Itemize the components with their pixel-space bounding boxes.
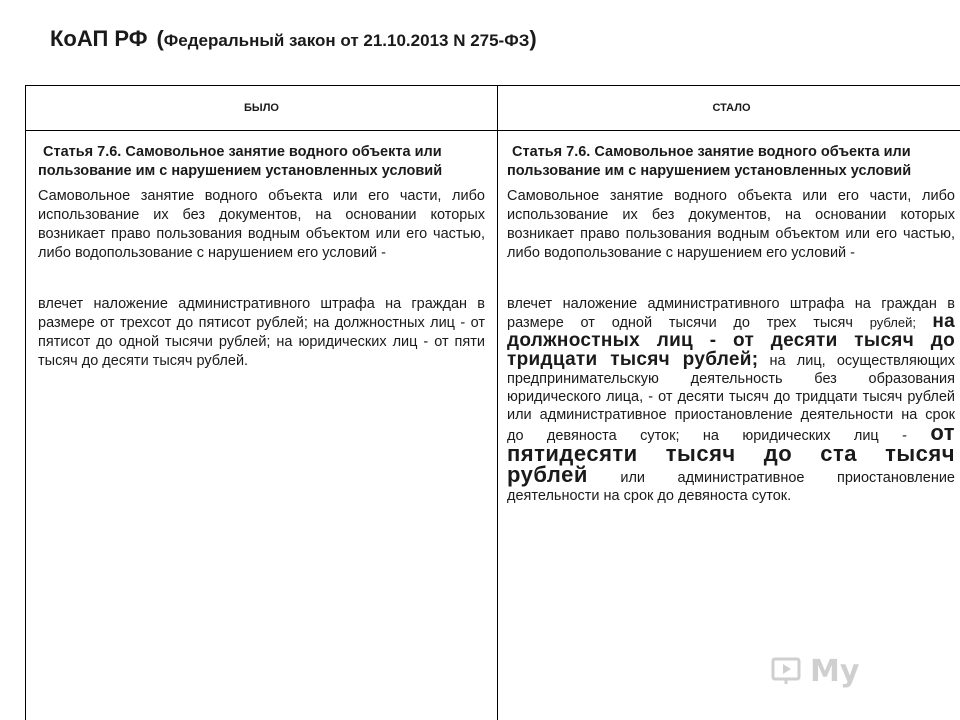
now-disposition: Самовольное занятие водного объекта или его части, либо использование их без документов, на основании которых возникает право пользования водным объектом или его частью, либо водопользование с нарушением его условий - <box>507 188 955 261</box>
table-header-row <box>26 86 960 131</box>
title-paren-close: ) <box>529 26 537 51</box>
now-article-title: Статья 7.6. Самовольное занятие водного объекта или пользование им с нарушением установленных условий <box>507 144 912 179</box>
table-row <box>26 131 960 720</box>
title-main: КоАП РФ <box>50 26 148 51</box>
was-article-title: Статья 7.6. Самовольное занятие водного объекта или пользование им с нарушением установленных условий <box>38 144 443 179</box>
page-title <box>50 18 537 58</box>
comparison-table <box>25 85 960 720</box>
now-sanction-part6: или административное приостановление деятельности на срок до девяноста суток. <box>507 470 955 504</box>
now-cell <box>498 131 960 720</box>
title-sub: Федеральный закон от 21.10.2013 N 275-ФЗ <box>163 31 530 50</box>
title-paren-open: ( <box>156 26 164 51</box>
was-cell <box>26 131 498 720</box>
now-sanction-part1: влечет наложение административного штрафа на граждан в размере от одной тысячи до трех тысяч <box>507 296 955 331</box>
now-sanction <box>507 295 955 505</box>
was-sanction: влечет наложение административного штрафа на граждан в размере от трехсот до пятисот рублей; на должностных лиц - от пятисот до одной тысячи рублей; на юридических лиц - от пяти тысяч до десяти тысяч рублей. <box>38 296 485 369</box>
now-sanction-part4: на лиц, осуществляющих предпринимательскую деятельность без образования юридического лица, - от десяти тысяч до тридцати тысяч рублей или административное приостановление деятельности на срок до девяноста суток; на юридических лиц - <box>507 353 955 444</box>
header-now: СТАЛО <box>498 86 960 131</box>
watermark-text: Му <box>810 653 860 689</box>
now-sanction-officials-highlight: на должностных лиц - от десяти тысяч до тридцати тысяч рублей; <box>507 311 955 370</box>
now-sanction-legal-entities-highlight: от пятидесяти тысяч до ста тысяч рублей <box>507 420 955 487</box>
was-disposition: Самовольное занятие водного объекта или его части, либо использование их без документов, на основании которых возникает право пользования водным объектом или его частью, либо водопользование с нарушением его условий - <box>38 188 485 261</box>
now-sanction-part2: рублей; <box>869 315 933 330</box>
header-was: БЫЛО <box>26 86 498 131</box>
